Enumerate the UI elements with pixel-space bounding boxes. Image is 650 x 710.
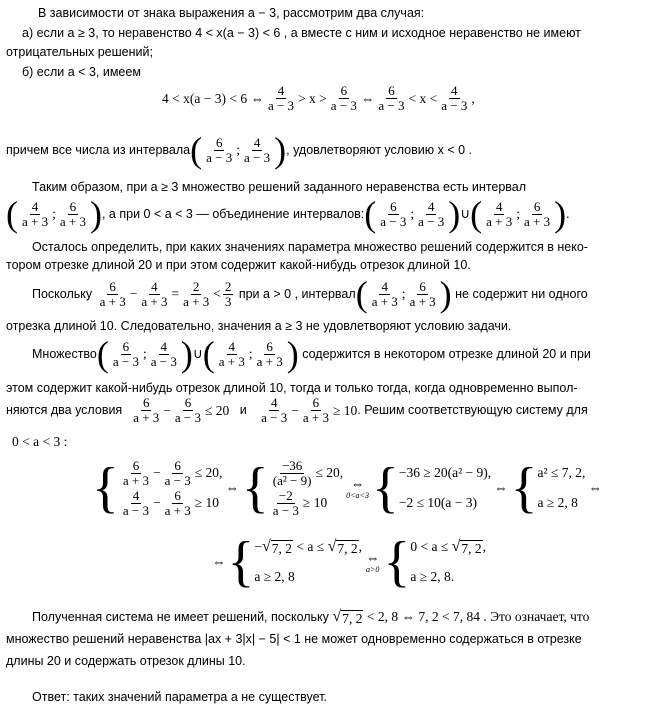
- text-line: Полученная система не имеет решений, поскольку √ 7, 2 < 2, 8 ⇔ 7, 2 < 7, 84 . Это означает, что: [32, 608, 590, 626]
- text-line: длины 20 и содержать отрезок длины 10.: [6, 654, 246, 668]
- paren: (: [190, 130, 203, 170]
- text-line: Таким образом, при a ≥ 3 множество решений заданного неравенства есть интервал: [32, 180, 527, 194]
- formula-text: 4 < x(a − 3) < 6 ⇔: [162, 90, 264, 106]
- text-line: б) если a < 3, имеем: [22, 65, 141, 79]
- answer-line: Ответ: таких значений параметра a не существует.: [32, 690, 327, 704]
- text-line: тором отрезке длиной 20 и при этом содержит какой-нибудь отрезок длиной 10.: [6, 258, 471, 272]
- text-line: Осталось определить, при каких значениях параметра множество решений содержится в неко-: [32, 240, 588, 254]
- text-line: отрицательных решений;: [6, 45, 153, 59]
- fraction: $\frac{6}{a - 3}$: [330, 83, 357, 113]
- text-line: няются два условия $\frac{6}{a + 3}$ − $\frac{6}{a - 3}$ ≤ 20 и $\frac{4}{a - 3}$ − $\frac{6}{a + 3}$ ≥ 10 . Решим соответствующую систему для: [6, 395, 588, 425]
- equation-system: ⇔ { − √ 7, 2 < a ≤ √ 7, 2 , a ≥ 2, 8 ⇔ a>0 { 0 < a ≤ √ 7, 2 , a ≥ 2, 8.: [212, 531, 487, 593]
- text-line: отрезка длиной 10. Следовательно, значения a ≥ 3 не удовлетворяют условию задачи.: [6, 319, 512, 333]
- text-line: В зависимости от знака выражения a − 3, рассмотрим два случая:: [38, 6, 425, 20]
- fraction: $\frac{4}{a - 3}$: [441, 83, 468, 113]
- text-line: а) если a ≥ 3, то неравенство 4 < x(a − 3) < 6 , а вместе с ним и исходное неравенство не имеют: [22, 26, 581, 40]
- text-line: этом содержит какой-нибудь отрезок длиной 10, тогда и только тогда, когда одновременно выпол-: [6, 381, 578, 395]
- text-line: 0 < a < 3 :: [12, 434, 68, 449]
- fraction: $\frac{4}{a - 3}$: [244, 134, 271, 165]
- formula-text: ⇔: [360, 90, 375, 106]
- fraction: $\frac{6}{a - 3}$: [378, 83, 405, 113]
- text: причем все числа из интервала: [6, 142, 191, 157]
- fraction: $\frac{4}{a - 3}$: [267, 83, 295, 113]
- formula-text: ,: [471, 90, 475, 106]
- text: , а при 0 < a < 3 — объединение интервалов:: [101, 206, 365, 221]
- paren: ): [274, 130, 287, 170]
- text: , удовлетворяют условию x < 0 .: [286, 142, 473, 157]
- text-line: множество решений неравенства |ax + 3|x| − 5| < 1 не может одновременно содержаться в отрезке: [6, 632, 582, 646]
- equation-chain: [162, 84, 475, 113]
- text-line: Поскольку $\frac{6}{a + 3}$ − $\frac{4}{a + 3}$ = $\frac{2}{a + 3}$ < $\frac{2}{3}$ при a > 0 , интервал ( $\frac{4}{a + 3}$ ; $\frac{6}{a + 3}$ ) не содержит ни одного: [32, 274, 588, 314]
- text-line: причем все числа из интервала ( $\frac{6}{a - 3}$ ; $\frac{4}{a - 3}$ ) , удовлетворяют условию x < 0 .: [6, 130, 473, 170]
- text-line: ( $\frac{4}{a + 3}$ ; $\frac{6}{a + 3}$ ) , а при 0 < a < 3 — объединение интервалов: ( $\frac{6}{a - 3}$ ; $\frac{4}{a - 3}$ ) ∪ ( $\frac{4}{a + 3}$ ; $\frac{6}{a + 3}$ ) .: [6, 194, 570, 234]
- text-line: Множество ( $\frac{6}{a - 3}$ ; $\frac{4}{a - 3}$ ) ∪ ( $\frac{4}{a + 3}$ ; $\frac{6}{a + 3}$ ) содержится в некотором отрезке длиной 20 и при: [32, 334, 591, 374]
- equation-system: { $\frac{6}{a + 3}$ − $\frac{6}{a - 3}$ ≤ 20, $\frac{4}{a - 3}$ − $\frac{6}{a + 3}$ ≥ 10 ⇔ { $\frac{-36}{\text{(a² − 9)}}$ ≤ 20, $\frac{-2}{a - 3}$ ≥ 10 ⇔ 0<a<3 { −36 ≥ 20(a² − 9), −2 ≤ 10(a − 3) ⇔ { a² ≤ 7, 2, a ≥ 2, 8 ⇔: [92, 457, 602, 519]
- formula-text: > x >: [298, 90, 327, 106]
- fraction: $\frac{6}{a - 3}$: [206, 134, 233, 165]
- formula-text: < x <: [408, 90, 438, 106]
